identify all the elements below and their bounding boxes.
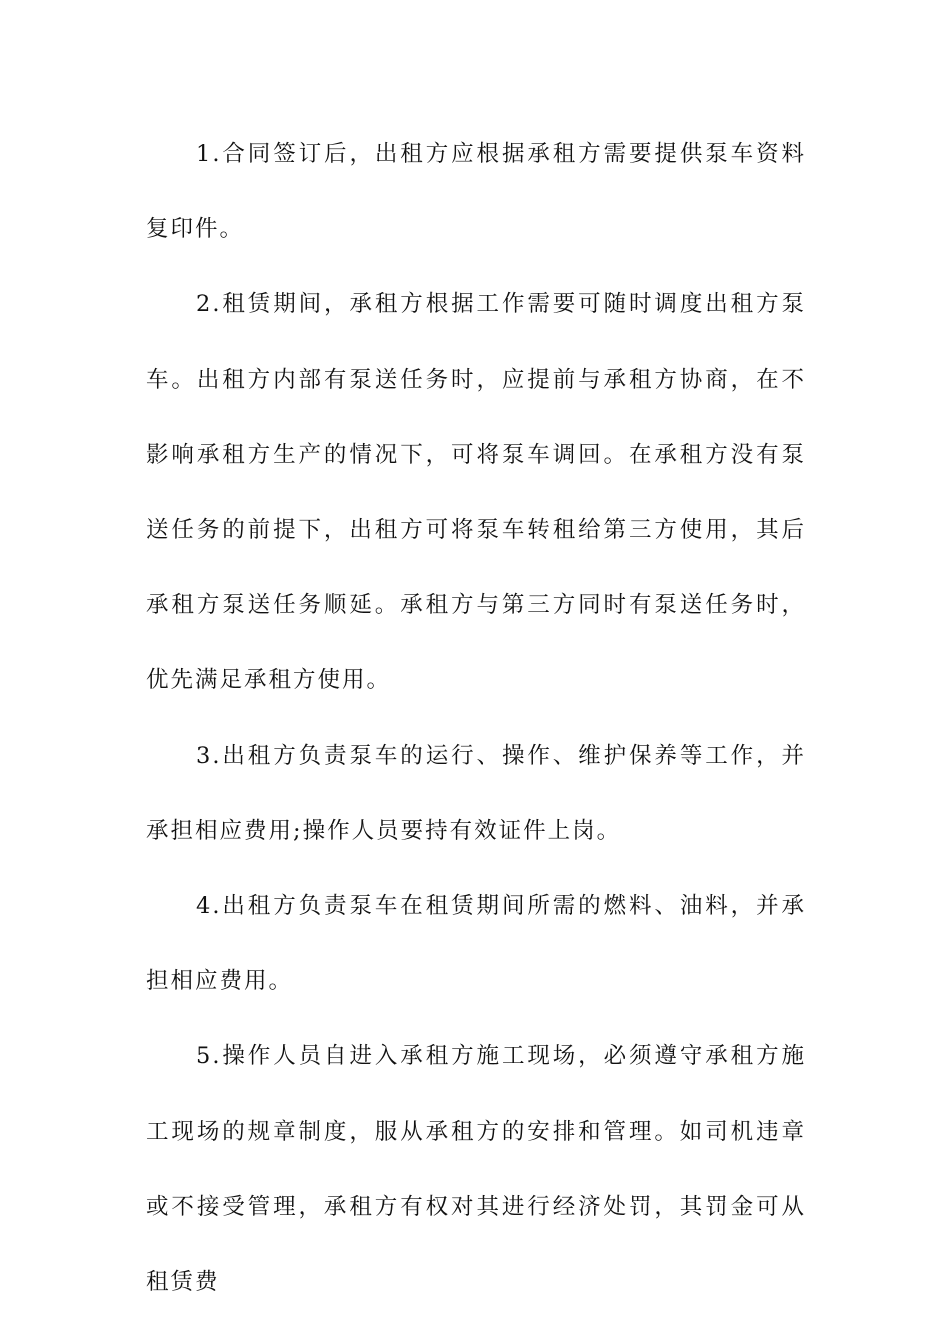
clause-5-paragraph: 5.操作人员自进入承租方施工现场，必须遵守承租方施工现场的规章制度，服从承租方的安排和管理。如司机违章或不接受管理，承租方有权对其进行经济处罚，其罚金可从租赁费 [146, 1043, 806, 1296]
clause-4-paragraph: 4.出租方负责泵车在租赁期间所需的燃料、油料，并承担相应费用。 [146, 893, 806, 995]
clause-2-paragraph: 2.租赁期间，承租方根据工作需要可随时调度出租方泵车。出租方内部有泵送任务时，应提前与承租方协商，在不影响承租方生产的情况下，可将泵车调回。在承租方没有泵送任务的前提下，出租方可将泵车转租给第三方使用，其后承租方泵送任务顺延。承租方与第三方同时有泵送任务时，优先满足承租方使用。 [146, 291, 806, 694]
document-body [146, 117, 806, 1320]
clause-1-paragraph: 1.合同签订后，出租方应根据承租方需要提供泵车资料复印件。 [146, 141, 806, 243]
clause-3-paragraph: 3.出租方负责泵车的运行、操作、维护保养等工作，并承担相应费用;操作人员要持有效证件上岗。 [146, 742, 806, 844]
